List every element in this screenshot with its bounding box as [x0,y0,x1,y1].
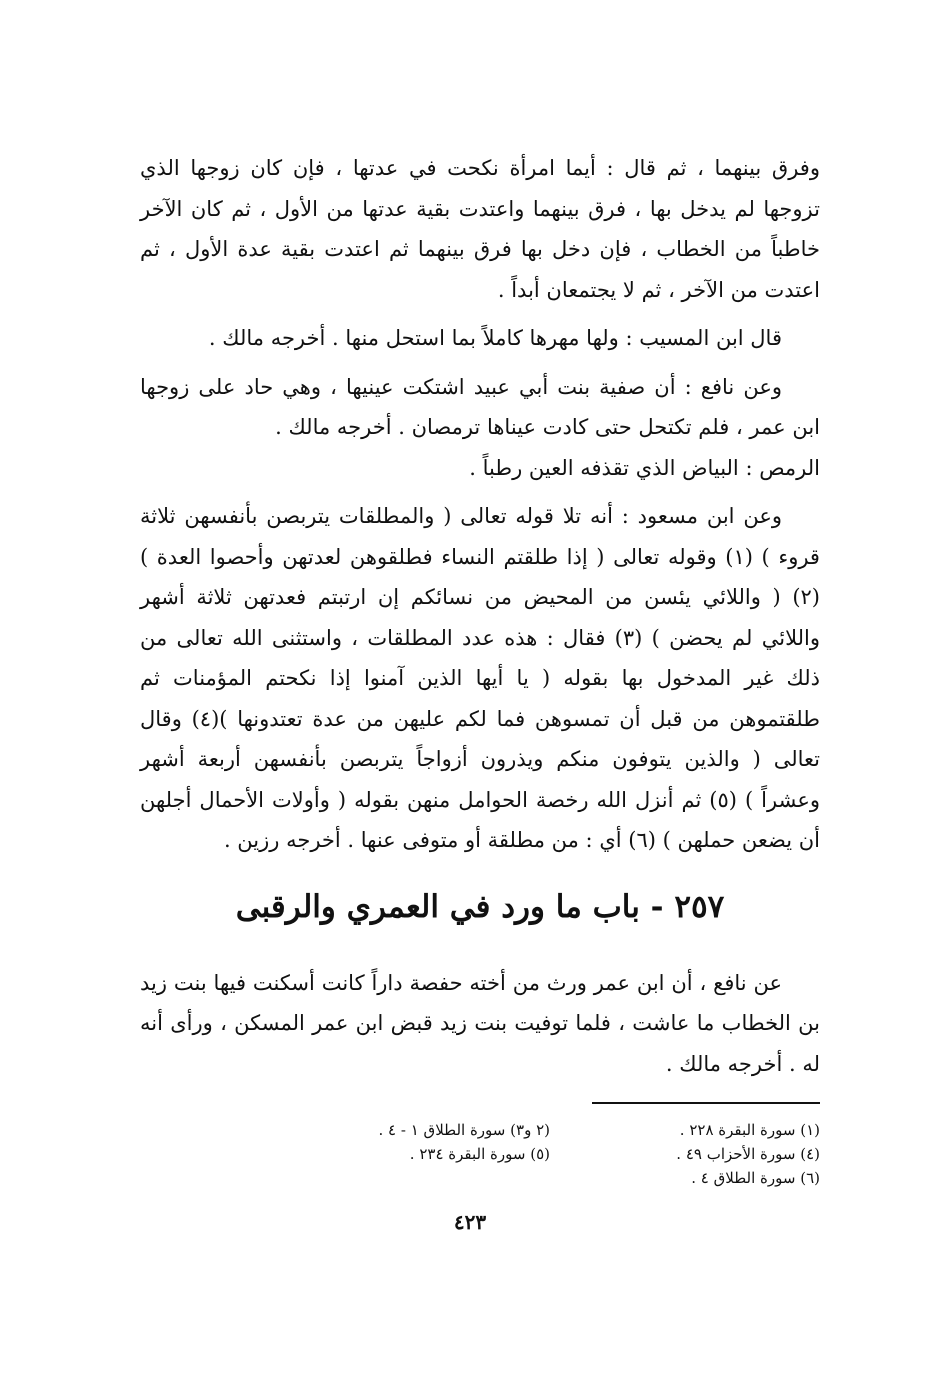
section-paragraph: عن نافع ، أن ابن عمر ورث من أخته حفصة داراً كانت أسكنت فيها بنت زيد بن الخطاب ما عاشت ، فلما توفيت بنت زيد قبض ابن عمر المسكن ، ورأى أنه له . أخرجه مالك . [140,970,820,1076]
footnote-2-3: (٢ و٣) سورة الطلاق ١ - ٤ . [378,1121,550,1139]
paragraph-2: قال ابن المسيب : ولها مهرها كاملاً بما استحل منها . أخرجه مالك . [208,326,782,350]
page-body [140,148,820,1190]
paragraph-5: وعن ابن مسعود : أنه تلا قوله تعالى ( والمطلقات يتربصن بأنفسهن ثلاثة قروء ) (١) وقوله تعالى ( إذا طلقتم النساء فطلقوهن لعدتهن وأحصوا العدة ) (٢) ( واللائي يئسن من المحيض من نسائكم إن ارتبتم فعدتهن ثلاثة أشهر واللائي لم يحضن ) (٣) فقال : هذه عدد المطلقات ، واستثنى الله تعالى من ذلك غير المدخول بها بقوله ( يا أيها الذين آمنوا إذا نكحتم المؤمنات ثم طلقتموهن من قبل أن تمسوهن فما لكم عليهن من عدة تعتدونها )(٤) وقال تعالى ( والذين يتوفون منكم ويذرون أزواجاً يتربصن بأنفسهن أربعة أشهر وعشراً ) (٥) ثم أنزل الله رخصة الحوامل منهن بقوله ( وأولات الأحمال أجلهن أن يضعن حملهن ) (٦) أي : من مطلقة أو متوفى عنها . أخرجه رزين . [140,504,820,852]
paragraph-4: الرمص : البياض الذي تقذفه العين رطباً . [469,455,820,480]
footnote-4: (٤) سورة الأحزاب ٤٩ . [676,1145,820,1163]
paragraph-1: وفرق بينهما ، ثم قال : أيما امرأة نكحت في عدتها ، فإن كان زوجها الذي تزوجها لم يدخل بها ، فرق بينهما واعتدت بقية عدتها من الأول ، ثم كان الآخر خاطباً من الخطاب ، فإن دخل بها فرق بينهما ثم اعتدت بقية عدة الأول ، ثم اعتدت من الآخر ، ثم لا يجتمعان أبداً . [140,156,820,302]
footnotes [300,1118,820,1190]
footnote-6: (٦) سورة الطلاق ٤ . [691,1169,820,1187]
page-number: ٤٢٣ [453,1210,487,1234]
footnote-1: (١) سورة البقرة ٢٢٨ . [679,1121,820,1139]
footnote-divider [592,1102,820,1104]
paragraph-3-text: وعن نافع : أن صفية بنت أبي عبيد اشتكت عينيها ، وهي حاد على زوجها ابن عمر ، فلم تكتحل حتى كادت عيناها ترمصان . أخرجه مالك . [140,374,820,439]
footnote-5: (٥) سورة البقرة ٢٣٤ . [409,1145,550,1163]
paragraph-3 [140,367,820,448]
section-heading: ٢٥٧ - باب ما ورد في العمري والرقبى [235,888,725,925]
